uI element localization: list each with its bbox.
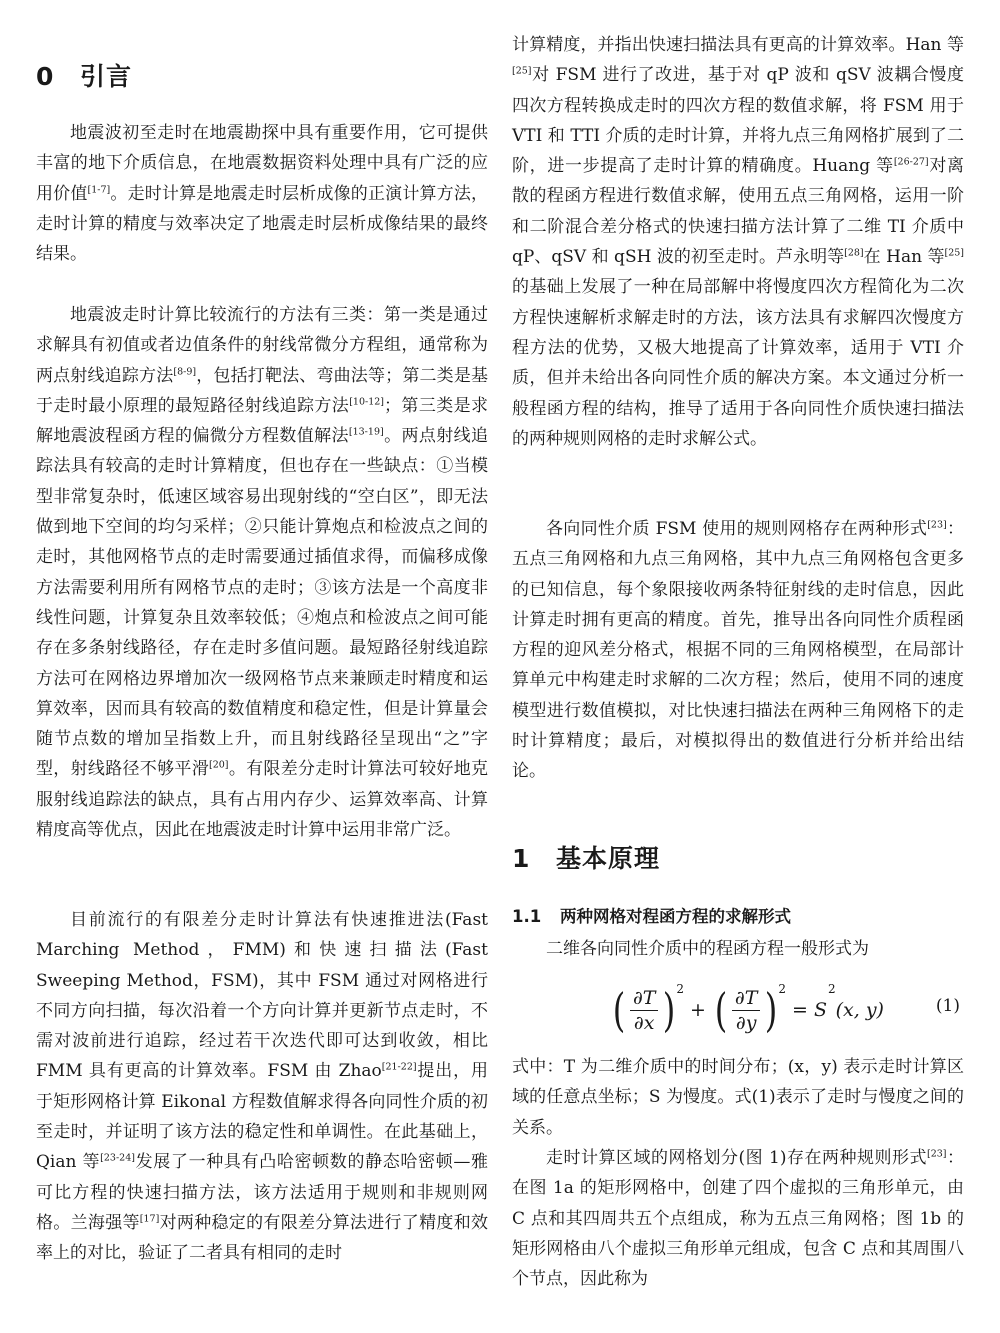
subsection-title: 两种网格对程函方程的求解形式 bbox=[560, 907, 791, 926]
paragraph-intro-4: 计算精度，并指出快速扫描法具有更高的计算效率。Han 等[25]对 FSM 进行了改进，基于对 qP 波和 qSV 波耦合慢度四次方程转换成走时的四次方程的数值求解，将 FSM 用于 VTI 和 TTI 介质的走时计算，并将九点三角网格扩展到了二阶，进一步提高了走时计算的精确度。Huang 等[26-27]对离散的程函方程进行数值求解，使用五点三角网格，运用一阶和二阶混合差分格式的快速扫描方法计算了二维 TI 介质中 qP、qSV 和 qSH 波的初至走时。芦永明等[28]在 Han 等[25]的基础上发展了一种在局部解中将慢度四次方程简化为二次方程快速解析求解走时的方法，该方法具有求解四次慢度方程方法的优势，又极大地提高了计算效率，适用于 VTI 介质，但并未给出各向同性介质的解决方案。本文通过分析一般程函方程的结构，推导了适用于各向同性介质快速扫描法的两种规则网格的走时求解公式。 bbox=[512, 35, 964, 449]
citation: [23-24] bbox=[100, 1152, 135, 1164]
section-title: 基本原理 bbox=[556, 844, 661, 873]
fraction-dT-dy: $\frac{\partial T}{\partial y}$ bbox=[732, 987, 761, 1034]
citation: [20] bbox=[209, 759, 229, 771]
paragraph-intro-5: 各向同性介质 FSM 使用的规则网格存在两种形式[23]：五点三角网格和九点三角网格，其中九点三角网格包含更多的已知信息，每个象限接收两条特征射线的走时信息，因此计算走时拥有更高的精度。首先，推导出各向同性介质程函方程的迎风差分格式，根据不同的三角网格模型，在局部计算单元中构建走时求解的二次方程；然后，使用不同的速度模型进行数值模拟，对比快速扫描法在两种三角网格下的走时计算精度；最后，对模拟得出的数值进行分析并给出结论。 bbox=[512, 519, 965, 782]
section-title: 引言 bbox=[80, 62, 133, 91]
subsection-heading bbox=[512, 902, 791, 932]
equation-1 bbox=[512, 978, 964, 1042]
citation: [25] bbox=[944, 247, 964, 259]
paragraph-intro-3: 目前流行的有限差分走时计算法有快速推进法(Fast Marching Method，FMM)和快速扫描法(Fast Sweeping Method，FSM)，其中 FSM 通过对网格进行不同方向扫描，每次沿着一个方向计算并更新节点走时，不需对波前进行追踪，经过若干次迭代即可达到收敛，相比 FMM 具有更高的计算效率。FSM 由 Zhao[21-22]提出，用于矩形网格计算 Eikonal 方程数值解求得各向同性介质的初至走时，并证明了该方法的稳定性和单调性。在此基础上，Qian 等[23-24]发展了一种具有凸哈密顿数的静态哈密顿—雅可比方程的快速扫描方法，该方法适用于规则和非规则网格。兰海强等[17]对两种稳定的有限差分算法进行了精度和效率上的对比，验证了二者具有相同的走时 bbox=[36, 910, 488, 1264]
fraction-dT-dx: $\frac{\partial T}{\partial x}$ bbox=[630, 987, 659, 1034]
equation-intro: 二维各向同性介质中的程函方程一般形式为 bbox=[546, 939, 869, 959]
citation: [28] bbox=[844, 247, 864, 259]
section-number: 1 bbox=[512, 844, 531, 873]
section-heading-intro bbox=[36, 62, 132, 92]
section-heading-principles bbox=[512, 844, 660, 874]
eikonal-equation: ( $\frac{\partial T}{\partial x}$ ) 2 + ( $\frac{\partial T}{\partial y}$ ) 2 = S 2 (x, y) bbox=[612, 982, 884, 1037]
citation: [17] bbox=[139, 1213, 160, 1225]
citation: [10-12] bbox=[349, 396, 385, 408]
paragraph-after-eq-1: 式中：T 为二维介质中的时间分布；(x，y) 表示走时计算区域的任意点坐标；S 为慢度。式(1)表示了走时与慢度之间的关系。 bbox=[512, 1057, 964, 1138]
citation: [23] bbox=[927, 519, 947, 531]
subsection-number: 1.1 bbox=[512, 907, 542, 926]
citation: [23] bbox=[926, 1148, 947, 1160]
paragraph-intro-1: 地震波初至走时在地震勘探中具有重要作用，它可提供丰富的地下介质信息，在地震数据资料处理中具有广泛的应用价值[1-7]。走时计算是地震走时层析成像的正演计算方法，走时计算的精度与效率决定了地震走时层析成像结果的最终结果。 bbox=[36, 123, 489, 265]
citation: [13-19] bbox=[348, 426, 384, 438]
citation: [26-27] bbox=[893, 156, 929, 168]
equation-number: (1) bbox=[935, 996, 960, 1016]
paragraph-intro-2: 地震波走时计算比较流行的方法有三类：第一类是通过求解具有初值或者边值条件的射线常微分方程组，通常称为两点射线追踪方法[8-9]，包括打靶法、弯曲法等；第二类是基于走时最小原理的最短路径射线追踪方法[10-12]；第三类是求解地震波程函方程的偏微分方程数值解法[13-19]。两点射线追踪法具有较高的走时计算精度，但也存在一些缺点：①当模型非常复杂时，低速区域容易出现射线的“空白区”，即无法做到地下空间的均匀采样；②只能计算炮点和检波点之间的走时，其他网格节点的走时需要通过插值求得，而偏移成像方法需要利用所有网格节点的走时；③该方法是一个高度非线性问题，计算复杂且效率较低；④炮点和检波点之间可能存在多条射线路径，存在走时多值问题。最短路径射线追踪方法可在网格边界增加次一级网格节点来兼顾走时精度和运算效率，因而具有较高的数值精度和稳定性，但是计算量会随节点数的增加呈指数上升，而且射线路径呈现出“之”字型，射线路径不够平滑[20]。有限差分走时计算法可较好地克服射线追踪法的缺点，具有占用内存少、运算效率高、计算精度高等优点，因此在地震波走时计算中运用非常广泛。 bbox=[36, 305, 489, 841]
citation: [1-7] bbox=[87, 183, 111, 195]
paragraph-after-eq-2: 走时计算区域的网格划分(图 1)存在两种规则形式[23]：在图 1a 的矩形网格中，创建了四个虚拟的三角形单元，由 C 点和其四周共五个点组成，称为五点三角网格；图 1b 的矩形网格由八个虚拟三角形单元组成，包含 C 点和其周围八个节点，因此称为 bbox=[512, 1148, 964, 1290]
citation: [21-22] bbox=[381, 1061, 417, 1073]
citation: [8-9] bbox=[173, 365, 197, 377]
citation: [25] bbox=[512, 65, 532, 77]
section-number: 0 bbox=[36, 62, 55, 91]
